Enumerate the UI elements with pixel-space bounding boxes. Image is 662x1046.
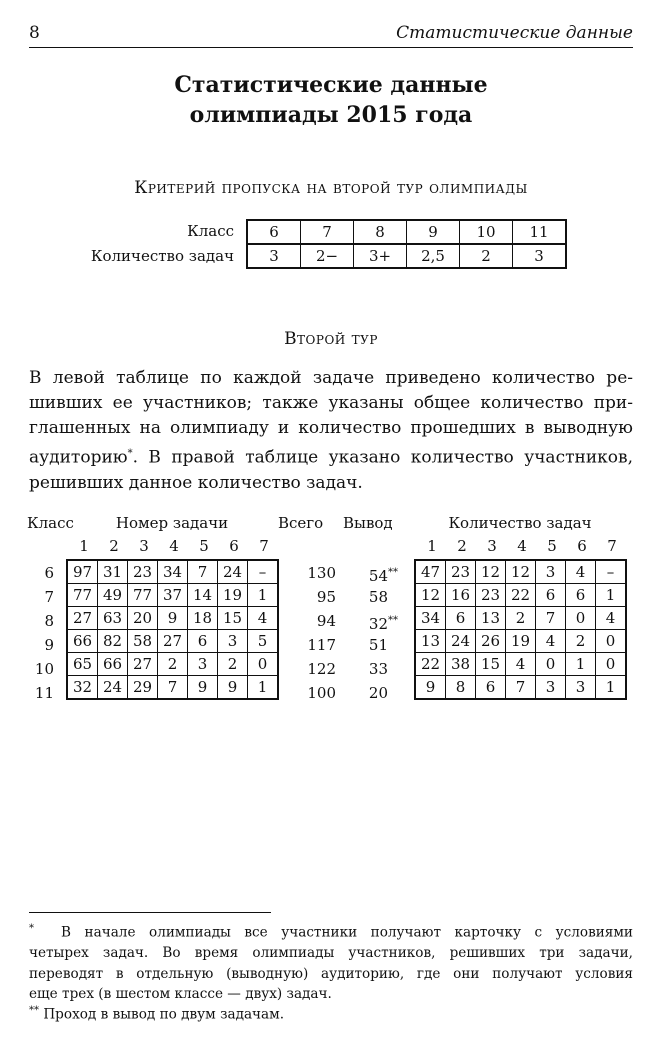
count-cell: 23	[446, 560, 476, 584]
count-row	[415, 653, 626, 676]
solved-cell: 77	[128, 584, 158, 607]
class-number: 8	[44, 612, 54, 630]
criterion-class-cell: 8	[354, 220, 407, 244]
count-cell: 6	[566, 584, 596, 607]
solved-cell: 66	[98, 653, 128, 676]
count-cell: 1	[596, 584, 627, 607]
criterion-tasks-cell: 3+	[354, 244, 407, 268]
page-title	[0, 70, 662, 130]
count-cell: 1	[566, 653, 596, 676]
footnote-mark: *	[29, 923, 34, 934]
footnote-line: * В начале олимпиады все участники получают карточку с условиями	[29, 923, 633, 941]
output-value	[354, 681, 404, 705]
output-number: 51	[368, 636, 388, 654]
solved-cell: 24	[98, 676, 128, 700]
output-number: 58	[368, 588, 388, 606]
solved-cell: 2	[218, 653, 248, 676]
footnote-line: ** Проход в вывод по двум задачам.	[29, 1005, 285, 1023]
solved-cell: 9	[218, 676, 248, 700]
stats-count-header: Количество задач	[448, 514, 592, 532]
count-cell: 24	[446, 630, 476, 653]
solved-cell: 9	[158, 607, 188, 630]
solved-table	[66, 559, 279, 700]
count-number: 3	[487, 537, 497, 555]
problem-number: 3	[139, 537, 149, 555]
count-row	[415, 560, 626, 584]
solved-cell: 6	[188, 630, 218, 653]
problem-numbers-row	[69, 537, 279, 555]
solved-cell: 3	[218, 630, 248, 653]
solved-row	[67, 676, 278, 700]
paragraph-line: шивших ее участников; также указаны общее количество при-	[29, 393, 633, 413]
solved-cell: 29	[128, 676, 158, 700]
paragraph-line: В левой таблице по каждой задаче приведено количество ре-	[29, 368, 633, 388]
count-cell: –	[596, 560, 627, 584]
criterion-table	[246, 219, 567, 269]
count-cell: 22	[506, 584, 536, 607]
solved-cell: 15	[218, 607, 248, 630]
output-value	[354, 633, 404, 657]
count-cell: 22	[415, 653, 446, 676]
count-number: 4	[517, 537, 527, 555]
count-cell: 3	[536, 560, 566, 584]
criterion-class-label: Класс	[187, 222, 234, 240]
solved-cell: 65	[67, 653, 98, 676]
count-cell: 4	[506, 653, 536, 676]
total-value: 95	[316, 588, 336, 606]
count-cell: 1	[596, 676, 627, 700]
footnote-line: еще трех (в шестом классе — двух) задач.	[29, 986, 332, 1003]
output-number: 20	[368, 684, 388, 702]
footnote-ref: *	[127, 448, 133, 459]
solved-cell: 0	[248, 653, 279, 676]
solved-cell: 19	[218, 584, 248, 607]
class-number: 10	[34, 660, 54, 678]
solved-cell: 14	[188, 584, 218, 607]
solved-cell: 66	[67, 630, 98, 653]
count-cell: 6	[446, 607, 476, 630]
criterion-class-cell: 7	[301, 220, 354, 244]
criterion-tasks-cell: 2	[460, 244, 513, 268]
count-cell: 12	[415, 584, 446, 607]
count-cell: 2	[506, 607, 536, 630]
second-round-paragraph	[29, 366, 633, 496]
solved-cell: 32	[67, 676, 98, 700]
count-cell: 9	[415, 676, 446, 700]
stats-total-header: Всего	[278, 514, 324, 532]
output-number: 33	[368, 660, 388, 678]
count-number: 5	[547, 537, 557, 555]
solved-cell: 4	[248, 607, 279, 630]
total-column	[290, 561, 336, 705]
total-value: 94	[316, 612, 336, 630]
count-cell: 13	[415, 630, 446, 653]
output-column	[354, 561, 404, 705]
solved-cell: 5	[248, 630, 279, 653]
solved-cell: 3	[188, 653, 218, 676]
criterion-table-wrap	[246, 219, 567, 269]
count-table	[414, 559, 627, 700]
total-value: 130	[307, 564, 336, 582]
criterion-tasks-cell: 3	[247, 244, 301, 268]
criterion-class-cell: 10	[460, 220, 513, 244]
solved-cell: 37	[158, 584, 188, 607]
total-value: 100	[307, 684, 336, 702]
count-cell: 12	[476, 560, 506, 584]
count-cell: 12	[506, 560, 536, 584]
solved-cell: 7	[158, 676, 188, 700]
count-cell: 4	[536, 630, 566, 653]
count-row	[415, 676, 626, 700]
output-value	[354, 585, 404, 609]
count-cell: 26	[476, 630, 506, 653]
footnote-line: четырех задач. Во время олимпиады участников, решивших три задачи,	[29, 945, 633, 962]
solved-cell: 2	[158, 653, 188, 676]
count-cell: 0	[536, 653, 566, 676]
count-cell: 23	[476, 584, 506, 607]
solved-cell: 7	[188, 560, 218, 584]
count-row	[415, 584, 626, 607]
total-value: 122	[307, 660, 336, 678]
stats-class-header: Класс	[27, 514, 74, 532]
output-value	[354, 561, 404, 585]
output-number: 32	[368, 615, 388, 633]
count-cell: 2	[566, 630, 596, 653]
solved-cell: 97	[67, 560, 98, 584]
solved-cell: 24	[218, 560, 248, 584]
criterion-tasks-row	[247, 244, 566, 268]
count-number: 1	[427, 537, 437, 555]
solved-cell: 20	[128, 607, 158, 630]
count-numbers-row	[417, 537, 627, 555]
count-cell: 6	[536, 584, 566, 607]
page-number: 8	[29, 23, 40, 43]
count-cell: 47	[415, 560, 446, 584]
count-cell: 16	[446, 584, 476, 607]
criterion-class-cell: 9	[407, 220, 460, 244]
solved-row	[67, 584, 278, 607]
problem-number: 1	[79, 537, 89, 555]
solved-cell: 9	[188, 676, 218, 700]
count-row	[415, 607, 626, 630]
stats-problem-header: Номер задачи	[115, 514, 229, 532]
count-row	[415, 630, 626, 653]
solved-cell: –	[248, 560, 279, 584]
count-cell: 8	[446, 676, 476, 700]
title-line-2: олимпиады 2015 года	[189, 102, 473, 128]
count-cell: 4	[566, 560, 596, 584]
count-number: 2	[457, 537, 467, 555]
solved-cell: 1	[248, 584, 279, 607]
paragraph-line: решивших данное количество задач.	[29, 472, 363, 493]
solved-cell: 23	[128, 560, 158, 584]
solved-cell: 18	[188, 607, 218, 630]
criterion-class-cell: 11	[513, 220, 567, 244]
solved-cell: 27	[158, 630, 188, 653]
criterion-class-row	[247, 220, 566, 244]
solved-cell: 58	[128, 630, 158, 653]
stats-output-header: Вывод	[343, 514, 393, 532]
output-number: 54	[368, 567, 388, 585]
solved-cell: 27	[67, 607, 98, 630]
class-number: 11	[34, 684, 54, 702]
solved-cell: 77	[67, 584, 98, 607]
footnote-1	[29, 919, 633, 1005]
solved-cell: 63	[98, 607, 128, 630]
count-cell: 19	[506, 630, 536, 653]
footnote-2	[29, 1001, 633, 1025]
title-line-1: Статистические данные	[174, 72, 488, 98]
footnote-mark: **	[29, 1005, 39, 1016]
class-number: 9	[44, 636, 54, 654]
solved-cell: 27	[128, 653, 158, 676]
count-cell: 3	[566, 676, 596, 700]
count-cell: 6	[476, 676, 506, 700]
count-number: 7	[607, 537, 617, 555]
count-cell: 4	[596, 607, 627, 630]
problem-number: 5	[199, 537, 209, 555]
solved-cell: 82	[98, 630, 128, 653]
criterion-heading: Критерий пропуска на второй тур олимпиады	[134, 178, 528, 198]
solved-row	[67, 653, 278, 676]
solved-row	[67, 607, 278, 630]
footnote-rule	[29, 912, 271, 913]
problem-number: 7	[259, 537, 269, 555]
total-value: 117	[307, 636, 336, 654]
class-number: 6	[44, 564, 54, 582]
criterion-tasks-label: Количество задач	[90, 247, 234, 265]
output-mark: **	[388, 567, 398, 578]
count-cell: 0	[596, 630, 627, 653]
count-table-wrap	[414, 559, 627, 700]
count-cell: 7	[506, 676, 536, 700]
criterion-class-cell: 6	[247, 220, 301, 244]
count-cell: 15	[476, 653, 506, 676]
running-head	[29, 23, 633, 48]
solved-cell: 49	[98, 584, 128, 607]
problem-number: 6	[229, 537, 239, 555]
count-cell: 13	[476, 607, 506, 630]
solved-cell: 1	[248, 676, 279, 700]
solved-row	[67, 560, 278, 584]
problem-number: 4	[169, 537, 179, 555]
output-value	[354, 657, 404, 681]
count-cell: 34	[415, 607, 446, 630]
second-round-heading: Второй тур	[284, 329, 378, 349]
running-title: Статистические данные	[396, 23, 633, 43]
count-cell: 0	[566, 607, 596, 630]
count-cell: 38	[446, 653, 476, 676]
footnote-line: переводят в отдельную (выводную) аудиторию, где они получают условия	[29, 965, 633, 982]
criterion-tasks-cell: 3	[513, 244, 567, 268]
paragraph-line: глашенных на олимпиаду и количество прошедших в выводную	[29, 418, 633, 438]
count-cell: 0	[596, 653, 627, 676]
count-number: 6	[577, 537, 587, 555]
paragraph-line: аудиторию*. В правой таблице указано количество участников,	[29, 447, 633, 468]
solved-row	[67, 630, 278, 653]
problem-number: 2	[109, 537, 119, 555]
solved-cell: 34	[158, 560, 188, 584]
class-number: 7	[44, 588, 54, 606]
output-mark: **	[388, 615, 398, 626]
criterion-tasks-cell: 2,5	[407, 244, 460, 268]
solved-cell: 31	[98, 560, 128, 584]
count-cell: 3	[536, 676, 566, 700]
criterion-tasks-cell: 2−	[301, 244, 354, 268]
output-value	[354, 609, 404, 633]
count-cell: 7	[536, 607, 566, 630]
solved-table-wrap	[66, 559, 279, 700]
class-number-column	[24, 561, 54, 705]
